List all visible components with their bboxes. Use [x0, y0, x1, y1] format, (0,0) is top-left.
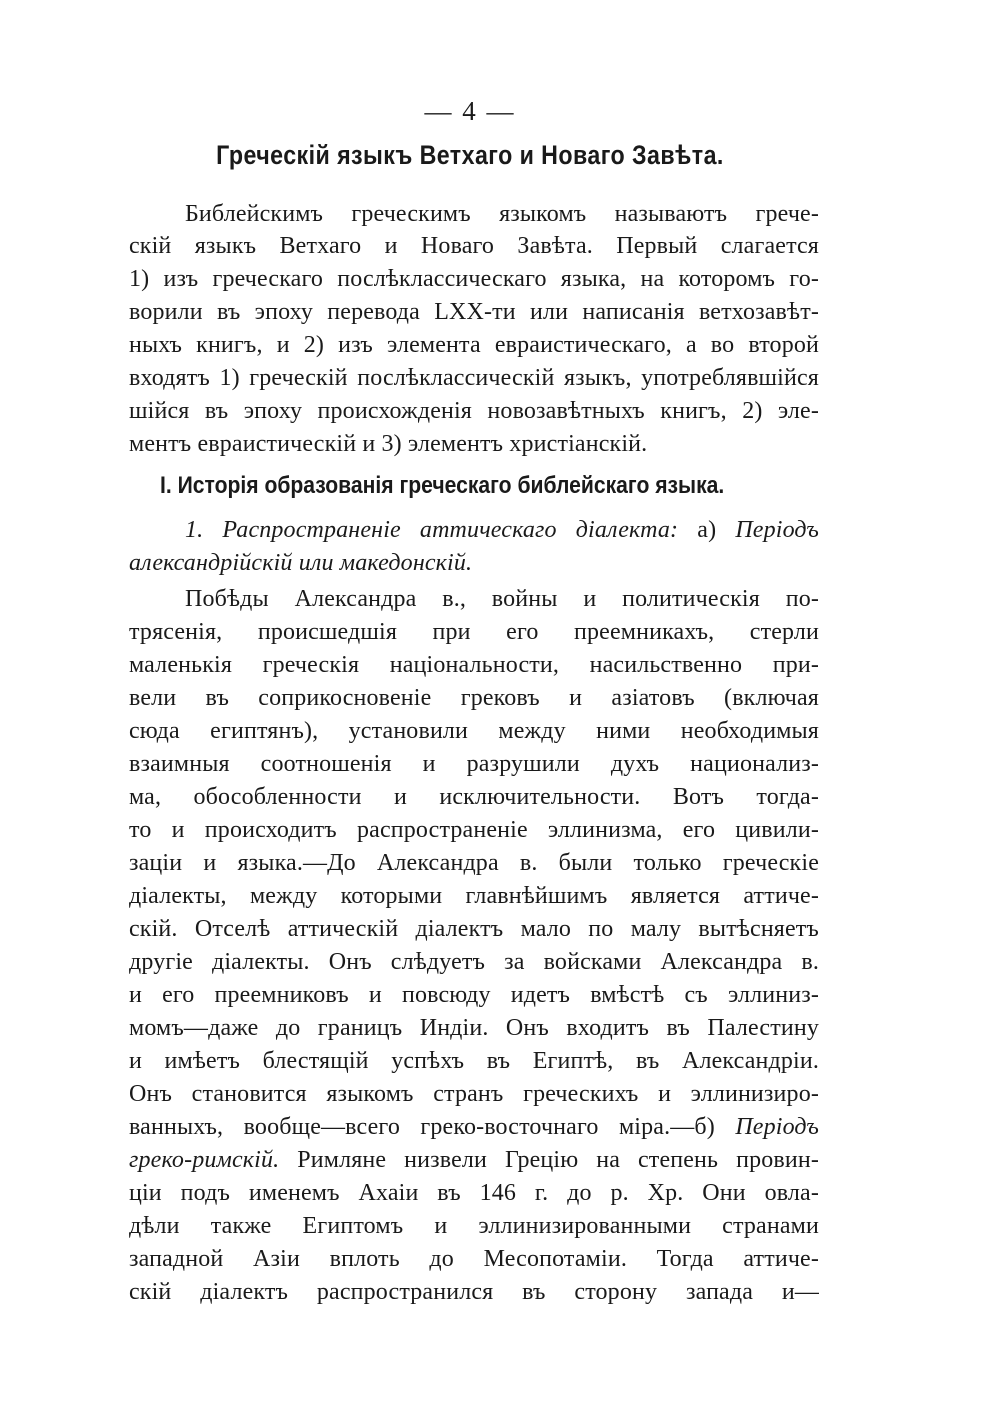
text-line: то и происходитъ распространеніе эллинизма, его цивили- — [129, 817, 819, 843]
subsection-line-1 — [185, 513, 819, 547]
period-label: Періодъ — [735, 1114, 819, 1140]
subsection-title: 1. Распространеніе аттическаго діалекта: — [185, 517, 679, 543]
text-line: другіе діалекты. Онъ слѣдуетъ за войсками Александра в. — [129, 949, 819, 975]
text-line — [129, 1143, 819, 1177]
text-line — [129, 1110, 819, 1144]
period-label: Періодъ — [735, 517, 819, 543]
text-line: и его преемниковъ и повсюду идетъ вмѣстѣ съ эллиниз- — [129, 982, 819, 1008]
text-line: трясенія, происшедшія при его преемникахъ, стерли — [129, 619, 819, 645]
text-line: входятъ 1) греческій послѣклассическій языкъ, употреблявшійся — [129, 365, 819, 391]
text-line: 1) изъ греческаго послѣклассическаго языка, на которомъ го- — [129, 266, 819, 292]
period-name: греко-римскій. — [129, 1147, 280, 1173]
text-line: скій. Отселѣ аттическій діалектъ мало по малу вытѣсняетъ — [129, 916, 819, 942]
text-line: ма, обособленности и исключительности. Вотъ тогда- — [129, 784, 819, 810]
text-line: вели въ соприкосновеніе грековъ и азіатовъ (включая — [129, 685, 819, 711]
text-line: Библейскимъ греческимъ языкомъ называютъ грече- — [185, 201, 819, 227]
text-line: шійся въ эпоху происхожденія новозавѣтныхъ книгъ, 2) эле- — [129, 398, 819, 424]
subsection-marker: а) — [678, 517, 736, 543]
text-line: скій языкъ Ветхаго и Новаго Завѣта. Первый слагается — [129, 233, 819, 259]
text-line: сюда египтянъ), установили между ними необходимыя — [129, 718, 819, 744]
text-line: Онъ становится языкомъ странъ греческихъ и эллинизиро- — [129, 1081, 819, 1107]
text-line: маленькія греческія національности, насильственно при- — [129, 652, 819, 678]
text-line: ціи подъ именемъ Ахаіи въ 146 г. до р. Хр. Они овла- — [129, 1180, 819, 1206]
text-line: взаимныя соотношенія и разрушили духъ национализ- — [129, 751, 819, 777]
text-line: ворили въ эпоху перевода LXX-ти или написанія ветхозавѣт- — [129, 299, 819, 325]
text-span: ванныхъ, вообще—всего греко-восточнаго міра.—б) — [129, 1114, 715, 1140]
text-line: момъ—даже до границъ Индіи. Онъ входитъ въ Палестину — [129, 1015, 819, 1041]
subsection-line-2: александрійскій или македонскій. — [129, 550, 473, 576]
text-line: дѣли также Египтомъ и эллинизированными странами — [129, 1213, 819, 1239]
page-number: — 4 — — [424, 96, 516, 126]
text-line: ментъ евраистическій и 3) элементъ христіанскій. — [129, 431, 648, 457]
text-line: заціи и языка.—До Александра в. были только греческіе — [129, 850, 819, 876]
page-title: Греческій языкъ Ветхаго и Новаго Завѣта. — [216, 140, 724, 170]
text-line: діалекты, между которыми главнѣйшимъ является аттиче- — [129, 883, 819, 909]
text-line: скій діалектъ распространился въ сторону запада и— — [129, 1279, 819, 1305]
text-line: западной Азіи вплоть до Месопотаміи. Тогда аттиче- — [129, 1246, 819, 1272]
section-heading: I. Исторія образованія греческаго библейскаго языка. — [160, 472, 725, 499]
text-span: Римляне низвели Грецію на степень провин- — [279, 1147, 819, 1173]
text-line: ныхъ книгъ, и 2) изъ элемента евраистическаго, а во второй — [129, 332, 819, 358]
text-line: Побѣды Александра в., войны и политическія по- — [185, 586, 819, 612]
text-line: и имѣетъ блестящій успѣхъ въ Египтѣ, въ Александріи. — [129, 1048, 819, 1074]
